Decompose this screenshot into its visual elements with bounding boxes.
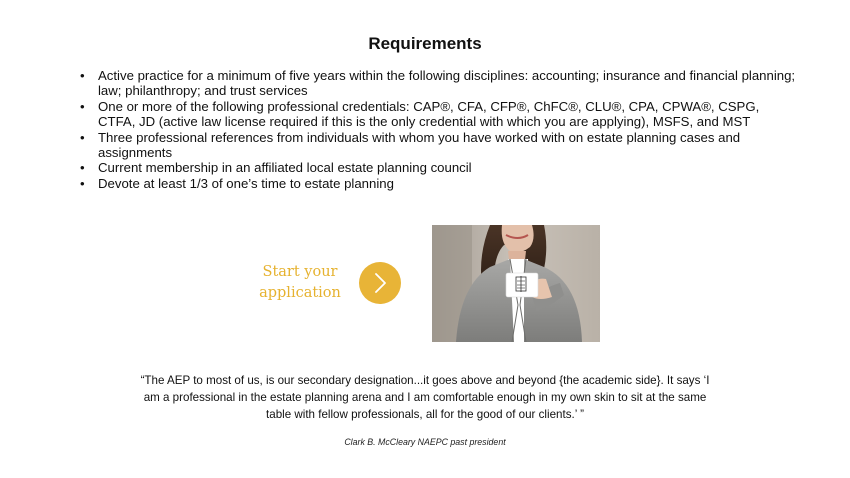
requirement-item-membership: • Current membership in an affiliated local estate planning council <box>98 160 798 175</box>
start-application-cta[interactable] <box>250 262 410 308</box>
testimonial-attribution: Clark B. McCleary NAEPC past president <box>344 437 506 447</box>
chevron-right-icon <box>370 271 390 295</box>
businesswoman-photo <box>432 225 600 342</box>
businesswoman-illustration <box>432 225 600 342</box>
requirements-list <box>78 68 798 191</box>
testimonial-quote: “The AEP to most of us, is our secondary designation...it goes above and beyond {the academic side}. It says ‘I am a professional in the estate planning arena and I am comfortable enough in my own skin to sit at the same table with fellow professionals, all for the good of our clients.’ ” <box>140 374 710 421</box>
requirements-title: Requirements <box>368 34 482 53</box>
cta-line-2: application <box>259 285 341 301</box>
requirement-item-references: • Three professional references from individuals with whom you have worked with on estate planning cases and assignments <box>98 130 798 161</box>
cta-line-1: Start your <box>262 264 338 280</box>
requirement-item-credentials: • One or more of the following professional credentials: CAP®, CFA, CFP®, ChFC®, CLU®, CPA, CPWA®, CSPG, CTFA, JD (active law license required if this is the only credential with which you are applying), MSFS, and MST <box>98 99 798 130</box>
start-application-button[interactable] <box>359 262 401 304</box>
requirement-item-time: • Devote at least 1/3 of one’s time to estate planning <box>98 176 798 191</box>
start-application-link[interactable] <box>250 262 350 304</box>
requirement-item-practice: • Active practice for a minimum of five years within the following disciplines: accounting; insurance and financial planning; law; philanthropy; and trust services <box>98 68 798 99</box>
